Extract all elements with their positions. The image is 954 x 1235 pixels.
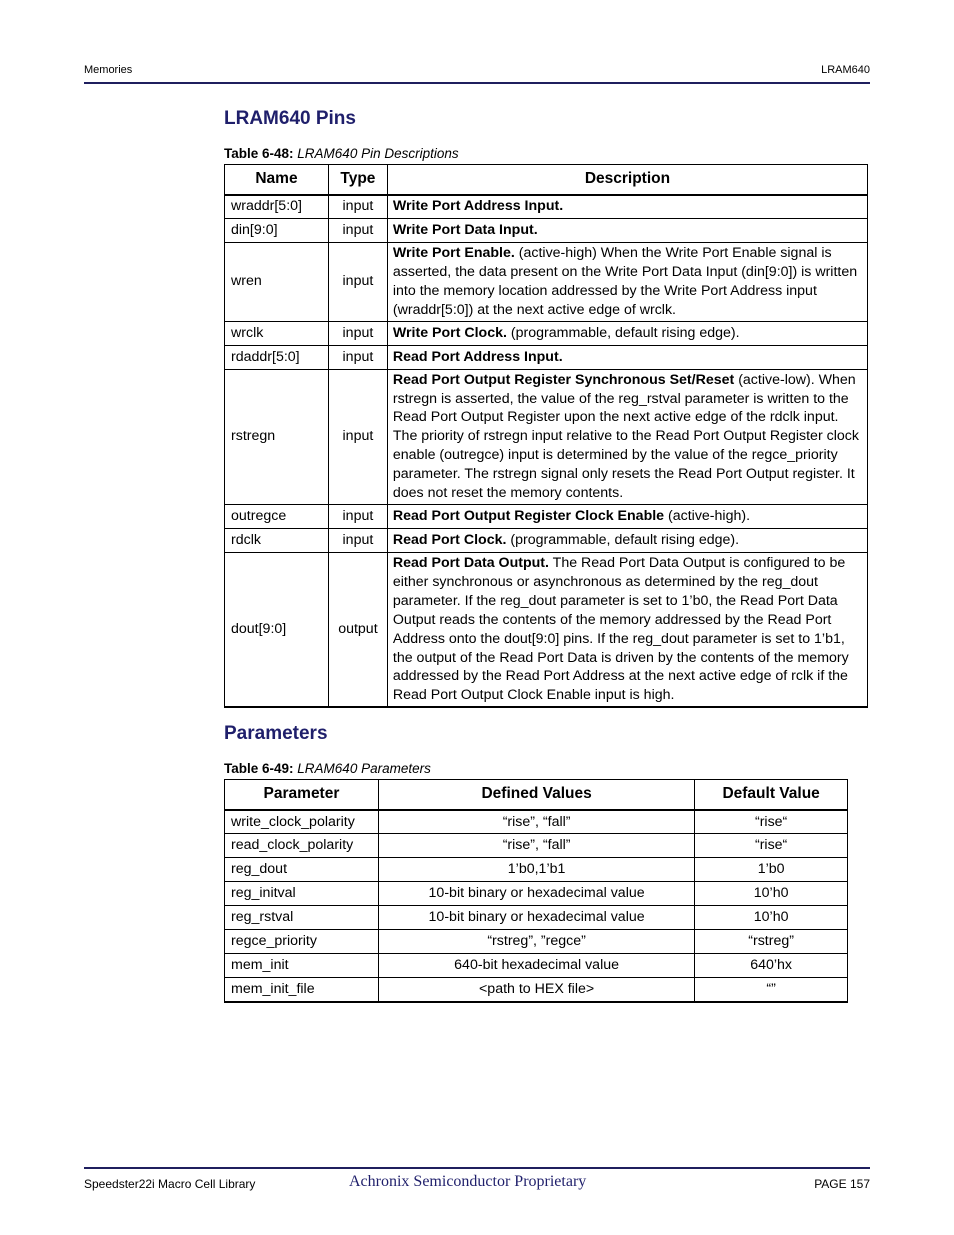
table-row bbox=[225, 977, 848, 1001]
pin-description bbox=[387, 552, 867, 707]
pin-name: wrclk bbox=[225, 321, 329, 345]
table-row bbox=[225, 345, 868, 369]
column-header-type: Type bbox=[328, 165, 387, 195]
param-name: write_clock_polarity bbox=[225, 810, 379, 834]
table-row bbox=[225, 528, 868, 552]
pin-description bbox=[387, 345, 867, 369]
pin-description-text: (programmable, default rising edge). bbox=[506, 532, 740, 549]
pins-table-caption bbox=[224, 146, 459, 161]
table-row bbox=[225, 906, 848, 930]
table-header-row bbox=[225, 780, 848, 810]
param-default-value: 1’b0 bbox=[695, 858, 848, 882]
table-row bbox=[225, 369, 868, 504]
pin-description-text: (programmable, default rising edge). bbox=[506, 324, 740, 341]
param-name: mem_init_file bbox=[225, 977, 379, 1001]
param-defined-values: “rstreg”, ”regce” bbox=[378, 930, 694, 954]
pin-type: input bbox=[328, 219, 387, 243]
pin-name: dout[9:0] bbox=[225, 552, 329, 707]
pin-description-text: (active-high) When the Write Port Enable signal is asserted, the data present on the Write Port Data Input (din[9:0]) is written into the memory location addressed by the Write Port Address input (wraddr[5:0]) at the next active edge of wrclk. bbox=[392, 245, 858, 318]
pin-name: din[9:0] bbox=[225, 219, 329, 243]
pin-description-bold: Read Port Address Input. bbox=[392, 348, 563, 365]
pin-type: input bbox=[328, 528, 387, 552]
pin-description-bold: Write Port Address Input. bbox=[392, 198, 564, 215]
pin-description-bold: Read Port Output Register Synchronous Set/Reset bbox=[392, 371, 735, 388]
pin-name: wraddr[5:0] bbox=[225, 195, 329, 219]
table-row bbox=[225, 834, 848, 858]
table-row bbox=[225, 552, 868, 707]
header-section-name: Memories bbox=[84, 64, 133, 76]
param-defined-values: “rise”, “fall” bbox=[378, 810, 694, 834]
pin-name: rstregn bbox=[225, 369, 329, 504]
parameters-caption-label: Table 6-49: bbox=[224, 761, 294, 776]
table-row bbox=[225, 882, 848, 906]
table-row bbox=[225, 953, 848, 977]
pin-description-text: The Read Port Data Output is configured to be either synchronous or asynchronous as determined by the reg_dout parameter. If the reg_dout parameter is set to 1’b0, the Read Port Data Output reads the contents of the memory addressed by the Read Port Address onto the dout[9:0] pins. If the reg_dout parameter is set to 1’b1, the output of the Read Port Data is driven by the contents of the memory addressed by the Read Port Address at the next active edge of rclk if the Read Port Output Clock Enable input is high. bbox=[392, 554, 849, 704]
pin-description bbox=[387, 219, 867, 243]
param-name: read_clock_polarity bbox=[225, 834, 379, 858]
pin-type: input bbox=[328, 195, 387, 219]
parameters-caption-text: LRAM640 Parameters bbox=[297, 761, 431, 776]
pin-type: input bbox=[328, 243, 387, 322]
table-row bbox=[225, 504, 868, 528]
pins-section-title: LRAM640 Pins bbox=[224, 108, 356, 129]
param-default-value: “rise“ bbox=[695, 834, 848, 858]
param-name: reg_dout bbox=[225, 858, 379, 882]
column-header-name: Name bbox=[225, 165, 329, 195]
header-rule bbox=[84, 82, 870, 84]
param-name: reg_initval bbox=[225, 882, 379, 906]
footer-proprietary-notice: Achronix Semiconductor Proprietary bbox=[349, 1173, 587, 1190]
pin-description-text: (active-high). bbox=[664, 508, 751, 525]
param-defined-values: 640-bit hexadecimal value bbox=[378, 953, 694, 977]
pin-description-bold: Read Port Clock. bbox=[392, 532, 507, 549]
table-header-row bbox=[225, 165, 868, 195]
param-defined-values: 10-bit binary or hexadecimal value bbox=[378, 882, 694, 906]
pin-type: input bbox=[328, 369, 387, 504]
param-name: regce_priority bbox=[225, 930, 379, 954]
param-default-value: “rise“ bbox=[695, 810, 848, 834]
table-row bbox=[225, 195, 868, 219]
pin-descriptions-table bbox=[224, 164, 868, 708]
pin-description bbox=[387, 321, 867, 345]
pin-description-bold: Write Port Data Input. bbox=[392, 222, 538, 239]
pin-description bbox=[387, 504, 867, 528]
param-defined-values: <path to HEX file> bbox=[378, 977, 694, 1001]
pin-description bbox=[387, 243, 867, 322]
pin-type: input bbox=[328, 321, 387, 345]
pin-description bbox=[387, 369, 867, 504]
param-defined-values: “rise”, “fall” bbox=[378, 834, 694, 858]
parameters-section-title: Parameters bbox=[224, 723, 328, 744]
param-name: mem_init bbox=[225, 953, 379, 977]
pin-type: input bbox=[328, 345, 387, 369]
pin-description-bold: Read Port Output Register Clock Enable bbox=[392, 508, 665, 525]
table-row bbox=[225, 930, 848, 954]
param-default-value: “rstreg” bbox=[695, 930, 848, 954]
pin-description bbox=[387, 195, 867, 219]
header-doc-name: LRAM640 bbox=[821, 64, 870, 76]
parameters-table bbox=[224, 779, 848, 1003]
column-header-defined-values: Defined Values bbox=[378, 780, 694, 810]
pins-caption-label: Table 6-48: bbox=[224, 146, 294, 161]
table-row bbox=[225, 219, 868, 243]
pin-type: output bbox=[328, 552, 387, 707]
table-row bbox=[225, 243, 868, 322]
pin-description-text: (active-low). When rstregn is asserted, the value of the reg_rstval parameter is written to the Read Port Output Register upon the next active edge of the rdclk input. The priority of rstregn input relative to the Read Port Output Register clock enable (outregce) input is determined by the value of the regce_priority parameter. The rstregn signal only resets the Read Port Output register. It does not reset the memory contents. bbox=[392, 371, 859, 502]
pin-description bbox=[387, 528, 867, 552]
param-name: reg_rstval bbox=[225, 906, 379, 930]
pin-name: outregce bbox=[225, 504, 329, 528]
footer-rule bbox=[84, 1167, 870, 1169]
pin-description-bold: Write Port Clock. bbox=[392, 324, 507, 341]
param-defined-values: 1’b0,1’b1 bbox=[378, 858, 694, 882]
column-header-parameter: Parameter bbox=[225, 780, 379, 810]
param-default-value: “” bbox=[695, 977, 848, 1001]
column-header-default-value: Default Value bbox=[695, 780, 848, 810]
param-default-value: 10’h0 bbox=[695, 882, 848, 906]
param-default-value: 10’h0 bbox=[695, 906, 848, 930]
param-default-value: 640’hx bbox=[695, 953, 848, 977]
table-row bbox=[225, 810, 848, 834]
param-defined-values: 10-bit binary or hexadecimal value bbox=[378, 906, 694, 930]
footer-library-name: Speedster22i Macro Cell Library bbox=[84, 1177, 256, 1191]
pin-name: rdclk bbox=[225, 528, 329, 552]
pin-name: rdaddr[5:0] bbox=[225, 345, 329, 369]
footer-page-number: PAGE 157 bbox=[814, 1177, 870, 1191]
parameters-table-caption bbox=[224, 761, 431, 776]
pin-type: input bbox=[328, 504, 387, 528]
table-row bbox=[225, 858, 848, 882]
pin-description-bold: Write Port Enable. bbox=[392, 245, 515, 261]
pins-caption-text: LRAM640 Pin Descriptions bbox=[297, 146, 459, 161]
pin-description-bold: Read Port Data Output. bbox=[392, 554, 549, 571]
column-header-description: Description bbox=[387, 165, 867, 195]
table-row bbox=[225, 321, 868, 345]
pin-name: wren bbox=[225, 243, 329, 322]
